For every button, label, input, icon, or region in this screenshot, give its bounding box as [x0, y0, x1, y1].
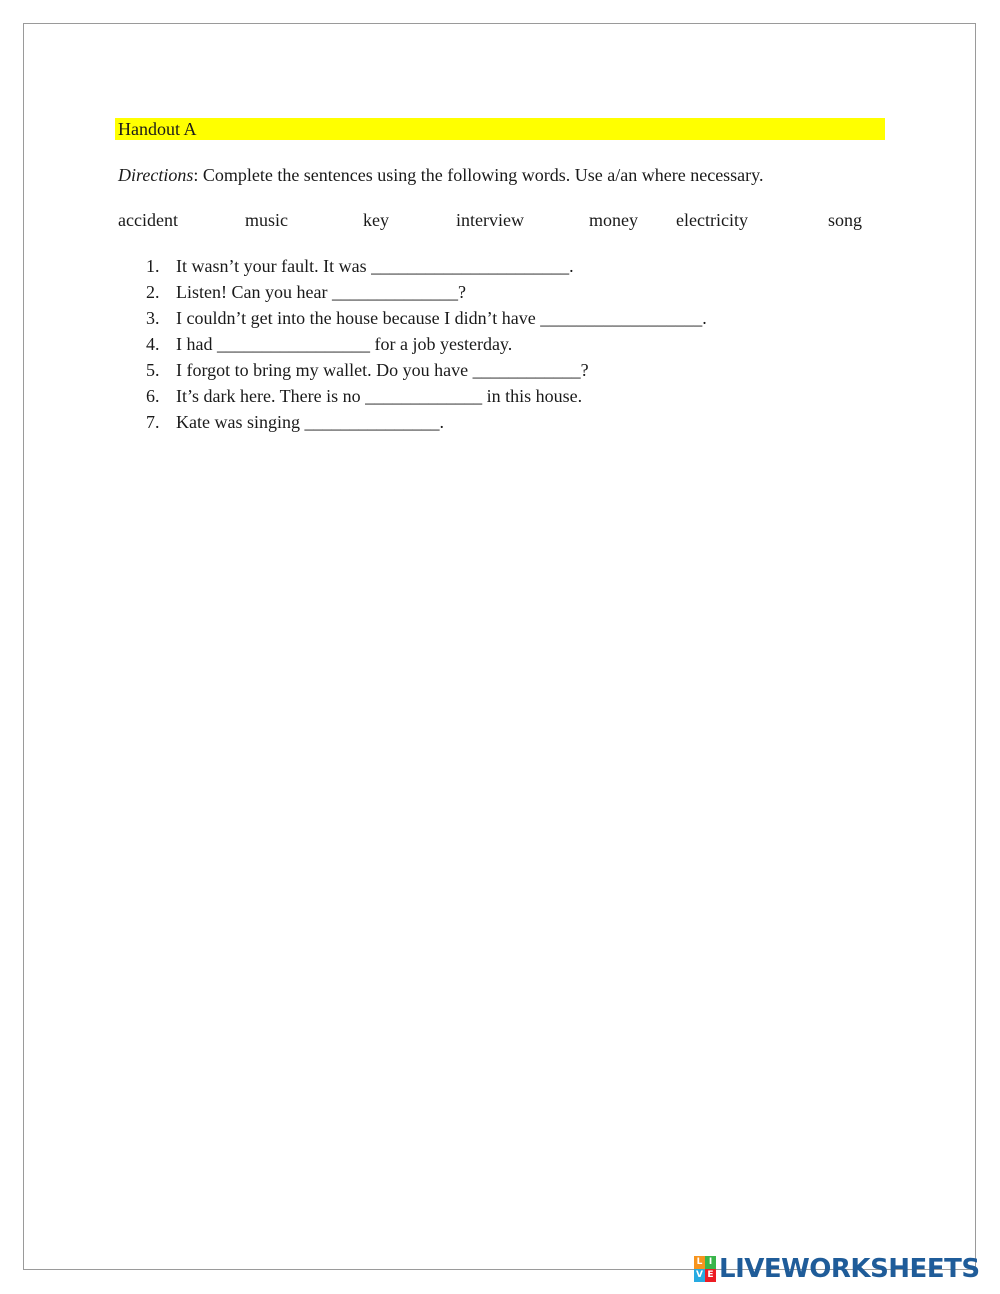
item-text: Listen! Can you hear ______________? — [176, 282, 466, 302]
item-text: I had _________________ for a job yesterday. — [176, 334, 513, 354]
item-number: 5. — [146, 360, 160, 380]
item-number: 4. — [146, 334, 160, 354]
logo-mark-letter: E — [705, 1269, 716, 1282]
item-text: Kate was singing _______________. — [176, 412, 444, 432]
word-bank-item: electricity — [676, 210, 748, 230]
item-text: It’s dark here. There is no _____________ in this house. — [176, 386, 583, 406]
liveworksheets-logo — [694, 1254, 980, 1284]
word-bank-item: money — [589, 210, 638, 230]
item-number: 3. — [146, 308, 160, 328]
word-bank-item: key — [363, 210, 389, 230]
item-number: 6. — [146, 386, 160, 406]
word-bank-item: accident — [118, 210, 178, 230]
item-number: 1. — [146, 256, 160, 276]
item-text: It wasn’t your fault. It was ______________________. — [176, 256, 574, 276]
logo-mark-letter: L — [694, 1256, 705, 1269]
logo-mark-icon — [694, 1256, 716, 1282]
item-number: 7. — [146, 412, 160, 432]
directions-label: Directions — [118, 165, 194, 185]
item-number: 2. — [146, 282, 160, 302]
item-text: I couldn’t get into the house because I didn’t have __________________. — [176, 308, 707, 328]
word-bank-item: song — [828, 210, 863, 230]
word-bank-item: interview — [456, 210, 524, 230]
logo-text: LIVEWORKSHEETS — [719, 1254, 980, 1284]
logo-mark-letter: I — [705, 1256, 716, 1269]
directions-text: : Complete the sentences using the following words. Use a/an where necessary. — [193, 165, 764, 185]
directions — [118, 163, 764, 187]
item-text: I forgot to bring my wallet. Do you have ____________? — [176, 360, 589, 380]
handout-title: Handout A — [115, 118, 885, 140]
word-bank-item: music — [245, 210, 288, 230]
logo-mark-letter: V — [694, 1269, 705, 1282]
